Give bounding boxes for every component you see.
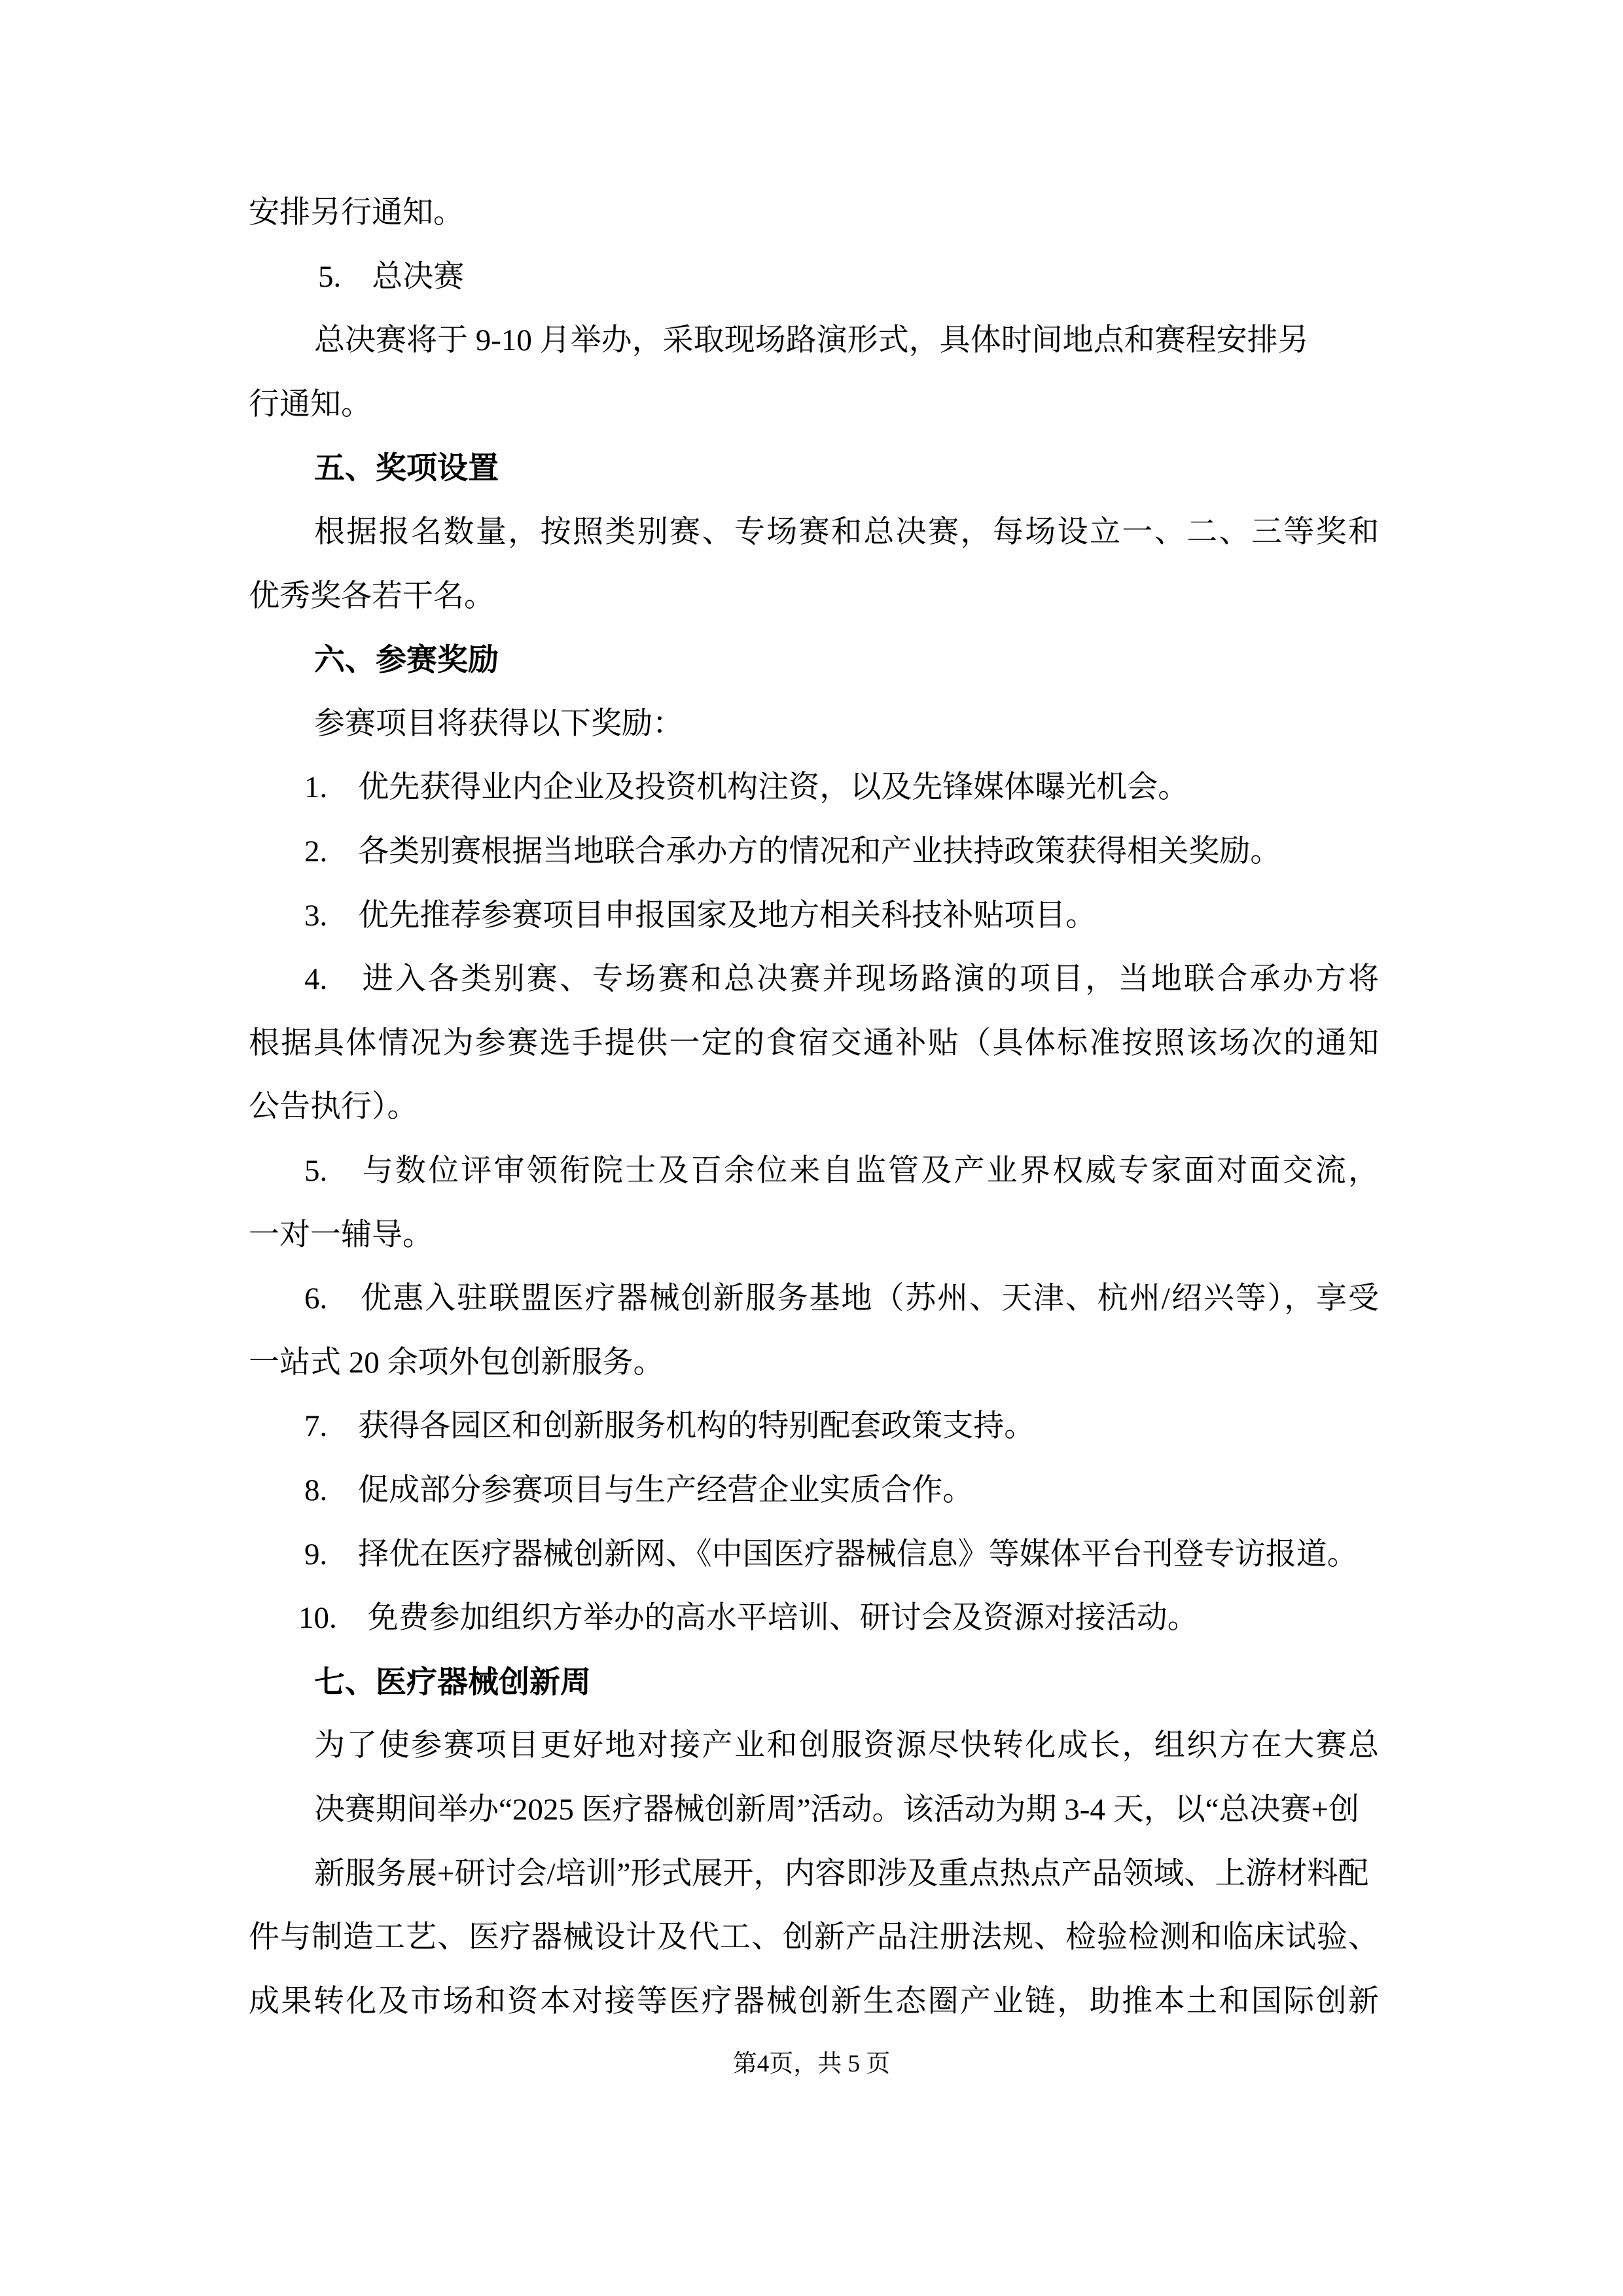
list-item-line: 9. 择优在医疗器械创新网、《中国医疗器械信息》等媒体平台刊登专访报道。: [304, 1537, 1358, 1571]
paragraph-line: 总决赛将于 9-10 月举办，采取现场路演形式，具体时间地点和赛程安排另: [314, 323, 1309, 357]
list-item-line: 1. 优先获得业内企业及投资机构注资，以及先锋媒体曝光机会。: [304, 770, 1189, 804]
paragraph-line: 新服务展+研讨会/培训”形式展开，内容即涉及重点热点产品领域、上游材料配: [314, 1857, 1369, 1891]
list-item-line: 3. 优先推荐参赛项目申报国家及地方相关科技补贴项目。: [304, 899, 1097, 933]
list-item-line: 8. 促成部分参赛项目与生产经营企业实质合作。: [304, 1473, 974, 1507]
paragraph-line: 根据报名数量，按照类别赛、专场赛和总决赛，每场设立一、二、三等奖和: [314, 515, 1379, 549]
paragraph-line: 决赛期间举办“2025 医疗器械创新周”活动。该活动为期 3-4 天，以“总决赛+创: [314, 1793, 1359, 1827]
paragraph-line: 成果转化及市场和资本对接等医疗器械创新生态圈产业链，助推本土和国际创新: [249, 1984, 1379, 2018]
paragraph-line: 公告执行）。: [249, 1090, 418, 1124]
paragraph-line: 一站式 20 余项外包创新服务。: [249, 1346, 664, 1380]
paragraph-line: 一对一辅导。: [249, 1218, 433, 1252]
paragraph-line: 件与制造工艺、医疗器械设计及代工、创新产品注册法规、检验检测和临床试验、: [249, 1920, 1379, 1954]
paragraph-line: 安排另行通知。: [249, 196, 464, 230]
list-item-line: 5. 总决赛: [318, 260, 465, 294]
list-item-line: 6. 优惠入驻联盟医疗器械创新服务基地（苏州、天津、杭州/绍兴等），享受: [304, 1282, 1379, 1316]
paragraph-line: 为了使参赛项目更好地对接产业和创服资源尽快转化成长，组织方在大赛总: [314, 1729, 1379, 1763]
paragraph-line: 行通知。: [249, 387, 372, 422]
list-item-line: 10. 免费参加组织方举办的高水平培训、研讨会及资源对接活动。: [298, 1601, 1198, 1635]
page-footer: 第4页，共 5 页: [732, 2051, 891, 2077]
list-item-line: 4. 进入各类别赛、专场赛和总决赛并现场路演的项目，当地联合承办方将: [304, 962, 1379, 996]
section-heading-rewards: 六、参赛奖励: [314, 642, 499, 677]
list-item-line: 7. 获得各园区和创新服务机构的特别配套政策支持。: [304, 1409, 1035, 1443]
paragraph-line: 参赛项目将获得以下奖励：: [314, 707, 683, 741]
section-heading-innovation-week: 七、医疗器械创新周: [314, 1664, 591, 1699]
list-item-line: 2. 各类别赛根据当地联合承办方的情况和产业扶持政策获得相关奖励。: [304, 834, 1281, 869]
list-item-line: 5. 与数位评审领衔院士及百余位来自监管及产业界权威专家面对面交流，: [304, 1154, 1379, 1188]
paragraph-line: 优秀奖各若干名。: [249, 579, 495, 613]
section-heading-awards: 五、奖项设置: [314, 450, 499, 485]
paragraph-line: 根据具体情况为参赛选手提供一定的食宿交通补贴（具体标准按照该场次的通知: [249, 1026, 1379, 1060]
